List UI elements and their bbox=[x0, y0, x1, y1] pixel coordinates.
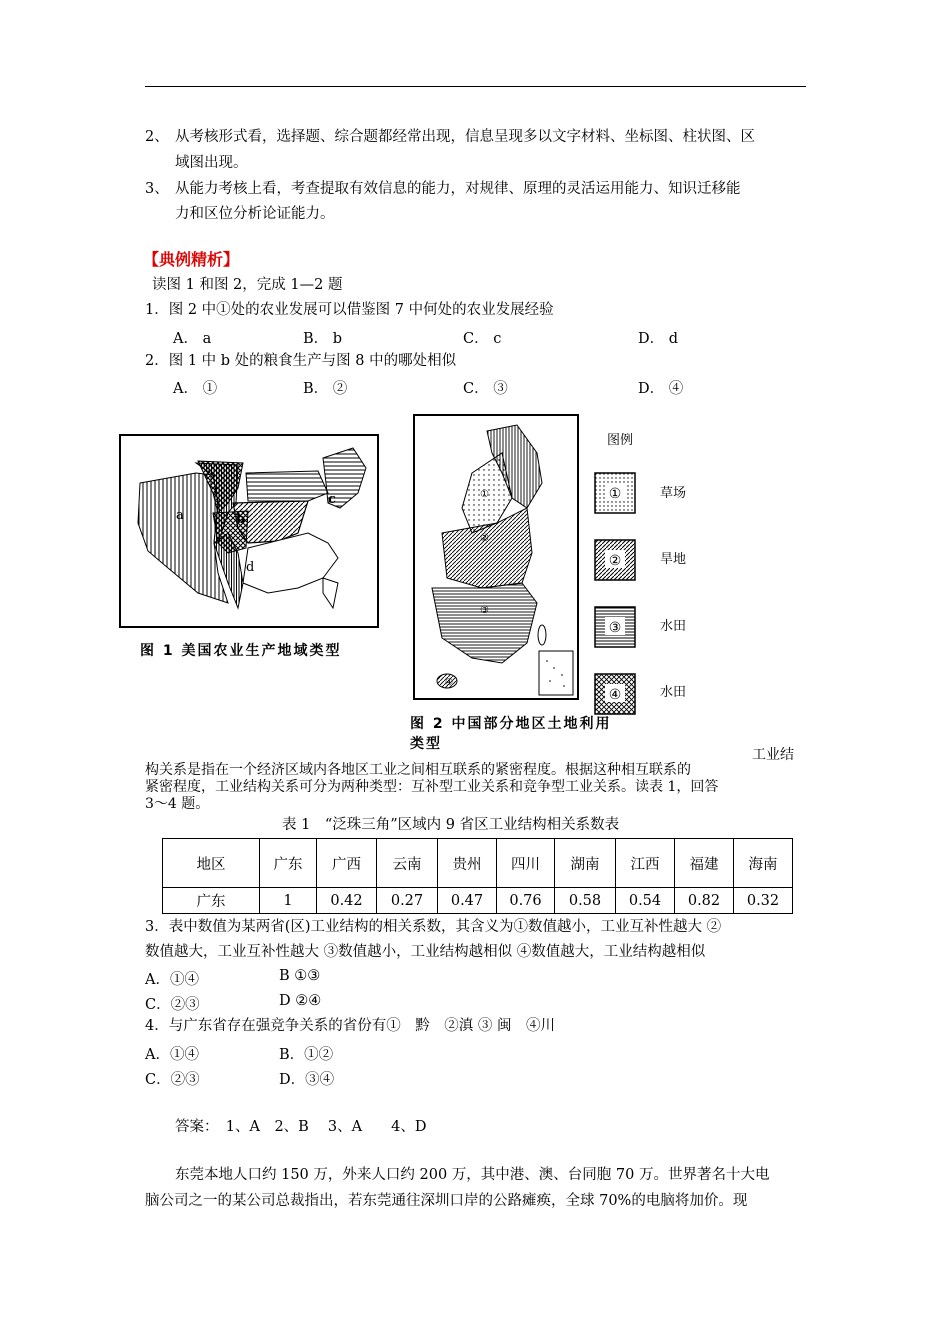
table-header-cell: 四川 bbox=[497, 839, 555, 888]
figure-1-caption: 图 1 美国农业生产地域类型 bbox=[140, 643, 342, 659]
intro-item-2-num: 2、 bbox=[145, 129, 169, 145]
table-cell: 0.27 bbox=[377, 888, 438, 914]
correlation-table bbox=[162, 838, 793, 914]
q1-option-d: D． d bbox=[638, 331, 679, 347]
intro-item-3-line1: 从能力考核上看，考查提取有效信息的能力，对规律、原理的灵活运用能力、知识迁移能 bbox=[175, 181, 741, 197]
passage-line-0: 工业结 bbox=[752, 747, 794, 763]
figure-2-caption-line1: 图 2 中国部分地区土地利用 bbox=[410, 716, 612, 732]
table-cell: 0.58 bbox=[555, 888, 616, 914]
q1-option-b: B． b bbox=[303, 331, 343, 347]
legend-mark-4: ④ bbox=[608, 687, 622, 703]
fig1-label-c: c bbox=[328, 492, 336, 507]
legend-label-paddy-2: 水田 bbox=[660, 685, 687, 700]
fig2-mark-1: ① bbox=[480, 489, 489, 500]
table-row bbox=[163, 888, 793, 914]
fig1-label-b: b bbox=[236, 512, 246, 527]
q2-option-a: A． ① bbox=[173, 381, 218, 397]
figure-2-caption-line2: 类型 bbox=[410, 736, 442, 752]
table-header-row bbox=[163, 839, 793, 888]
table-header-cell: 江西 bbox=[616, 839, 675, 888]
read-instruction: 读图 1 和图 2，完成 1—2 题 bbox=[152, 277, 343, 293]
fig2-mark-4: ④ bbox=[445, 678, 454, 688]
q3-option-b: B ①③ bbox=[279, 968, 321, 984]
fig2-mark-3: ③ bbox=[480, 605, 489, 616]
question-2-stem: 2．图 1 中 b 处的粮食生产与图 8 中的哪处相似 bbox=[145, 353, 457, 369]
q2-option-b: B． ② bbox=[303, 381, 348, 397]
q4-option-d: D．③④ bbox=[279, 1072, 335, 1088]
table-cell: 0.76 bbox=[497, 888, 555, 914]
table-caption: 表 1 “泛珠三角”区域内 9 省区工业结构相关系数表 bbox=[282, 817, 620, 833]
q4-option-a: A．①④ bbox=[145, 1047, 199, 1063]
table-header-cell: 广东 bbox=[260, 839, 317, 888]
q4-option-b: B．①② bbox=[279, 1047, 334, 1063]
q2-option-d: D． ④ bbox=[638, 381, 684, 397]
q2-option-c: C． ③ bbox=[463, 381, 508, 397]
figure-1-us-map bbox=[118, 433, 380, 633]
legend-label-paddy: 水田 bbox=[660, 619, 687, 634]
table-cell: 0.54 bbox=[616, 888, 675, 914]
legend-label-grassland: 草场 bbox=[660, 486, 687, 501]
table-cell: 广东 bbox=[163, 888, 260, 914]
q1-option-c: C． c bbox=[463, 331, 502, 347]
answer-line: 答案： 1、A 2、B 3、A 4、D bbox=[175, 1119, 427, 1135]
table-header-cell: 贵州 bbox=[438, 839, 497, 888]
closing-line-1: 东莞本地人口约 150 万，外来人口约 200 万，其中港、澳、台同胞 70 万。世界著名十大电 bbox=[175, 1167, 770, 1183]
table-header-cell: 海南 bbox=[734, 839, 793, 888]
table-header-cell: 云南 bbox=[377, 839, 438, 888]
legend-mark-2: ② bbox=[608, 553, 622, 569]
table-cell: 0.32 bbox=[734, 888, 793, 914]
legend-title: 图例 bbox=[607, 433, 634, 448]
table-cell: 1 bbox=[260, 888, 317, 914]
table-cell: 0.82 bbox=[675, 888, 734, 914]
passage-line-1: 构关系是指在一个经济区域内各地区工业之间相互联系的紧密程度。根据这种相互联系的 bbox=[145, 762, 691, 778]
table-header-cell: 地区 bbox=[163, 839, 260, 888]
question-3-line1: 3．表中数值为某两省(区)工业结构的相关系数，其含义为①数值越小，工业互补性越大 ② bbox=[145, 919, 722, 935]
q3-option-c: C．②③ bbox=[145, 997, 200, 1013]
legend-label-dryland: 旱地 bbox=[660, 552, 687, 567]
intro-item-3-line2: 力和区位分析论证能力。 bbox=[175, 206, 335, 222]
closing-line-2: 脑公司之一的某公司总裁指出，若东莞通往深圳口岸的公路瘫痪，全球 70%的电脑将加价。现 bbox=[145, 1193, 748, 1209]
question-1-stem: 1．图 2 中①处的农业发展可以借鉴图 7 中何处的农业发展经验 bbox=[145, 302, 554, 318]
intro-item-3-num: 3、 bbox=[145, 181, 169, 197]
legend-mark-1: ① bbox=[608, 486, 622, 502]
intro-item-2-line1: 从考核形式看，选择题、综合题都经常出现，信息呈现多以文字材料、坐标图、柱状图、区 bbox=[175, 129, 755, 145]
table-header-cell: 福建 bbox=[675, 839, 734, 888]
passage-line-3: 3～4 题。 bbox=[145, 796, 210, 812]
table-header-cell: 广西 bbox=[317, 839, 377, 888]
header-rule bbox=[145, 86, 806, 87]
q3-option-d: D ②④ bbox=[279, 993, 322, 1009]
table-cell: 0.42 bbox=[317, 888, 377, 914]
table-cell: 0.47 bbox=[438, 888, 497, 914]
q1-option-a: A． a bbox=[173, 331, 212, 347]
fig1-label-a: a bbox=[176, 508, 184, 523]
passage-line-2: 紧密程度，工业结构关系可分为两种类型：互补型工业关系和竞争型工业关系。读表 1，回答 bbox=[145, 779, 719, 795]
question-4-stem: 4．与广东省存在强竞争关系的省份有① 黔 ②滇 ③ 闽 ④川 bbox=[145, 1018, 555, 1034]
q3-option-a: A．①④ bbox=[145, 972, 199, 988]
fig1-label-d: d bbox=[246, 560, 255, 575]
section-title: 【典例精析】 bbox=[143, 250, 240, 269]
legend-swatches bbox=[594, 472, 638, 720]
fig2-mark-2: ② bbox=[480, 533, 489, 544]
legend-mark-3: ③ bbox=[608, 620, 622, 636]
table-header-cell: 湖南 bbox=[555, 839, 616, 888]
figure-2-china-map bbox=[412, 413, 580, 703]
q4-option-c: C．②③ bbox=[145, 1072, 200, 1088]
question-3-line2: 数值越大，工业互补性越大 ③数值越小，工业结构越相似 ④数值越大，工业结构越相似 bbox=[145, 944, 706, 960]
intro-item-2-line2: 域图出现。 bbox=[175, 155, 248, 171]
